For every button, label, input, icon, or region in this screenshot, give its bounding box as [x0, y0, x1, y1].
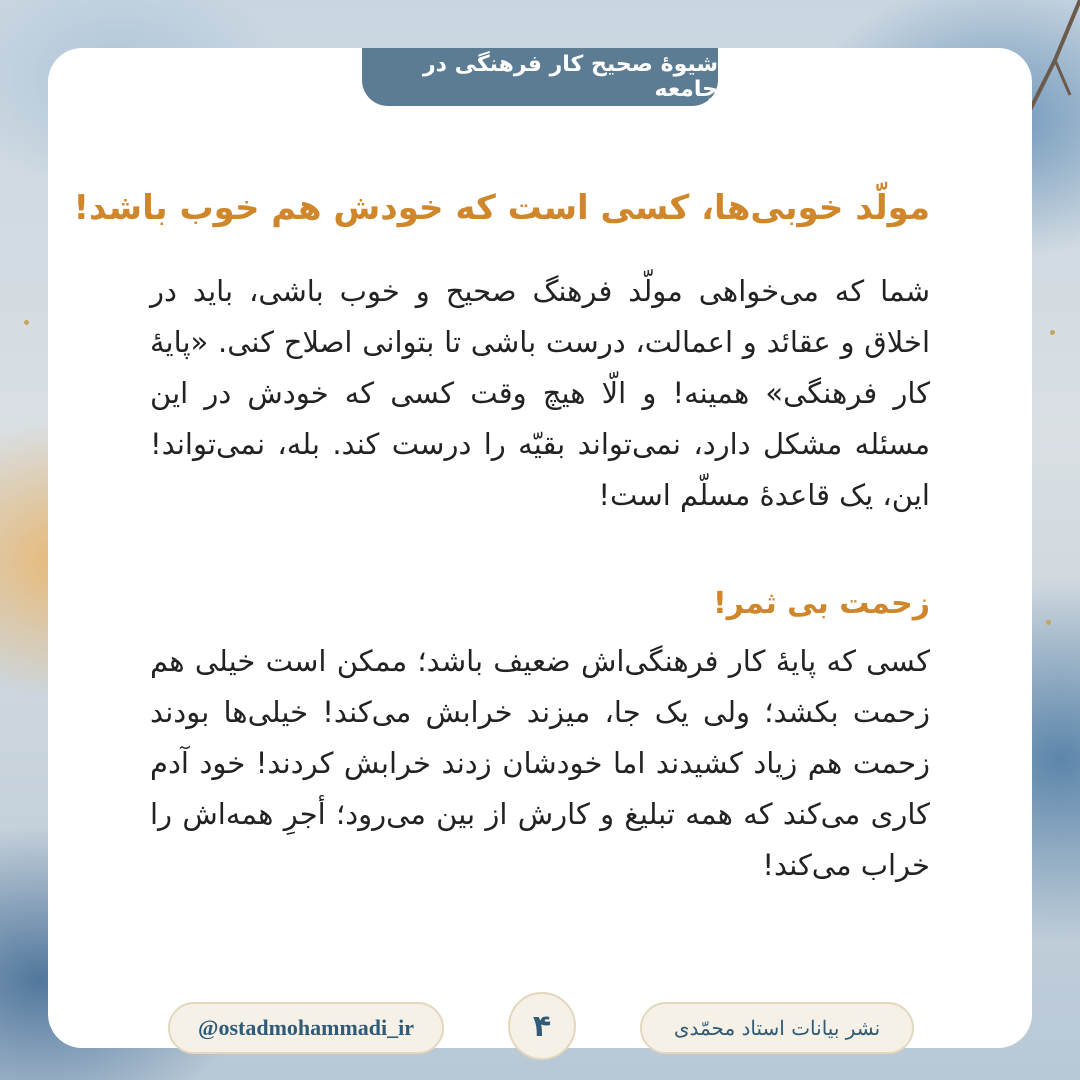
- decor-dot: [1046, 620, 1051, 625]
- section2-body: کسی که پایهٔ کار فرهنگی‌اش ضعیف باشد؛ ممکن است خیلی هم زحمت بکشد؛ ولی یک جا، میزند خرابش می‌کند! خیلی‌ها بودند زحمت هم زیاد کشیدند اما خودشان زدند خرابش کردند! خود آدم کاری می‌کند که همه تبلیغ و کارش از بین می‌رود؛ أجرِ همه‌اش را خراب می‌کند!: [150, 644, 930, 882]
- social-handle-text: @ostadmohammadi_ir: [197, 1015, 415, 1040]
- category-title: شیوهٔ صحیح کار فرهنگی در جامعه: [422, 52, 718, 102]
- page-number: ۴: [532, 1008, 552, 1044]
- section1-heading: مولّد خوبی‌ها، کسی است که خودش هم خوب باشد!: [73, 188, 930, 228]
- section1-body: شما که می‌خواهی مولّد فرهنگ صحیح و خوب باشی، باید در اخلاق و عقائد و اعمالت، درست باشی تا بتوانی اصلاح کنی. «پایهٔ کار فرهنگی» همینه! و الّا هیچ وقت کسی که خودش در این مسئله مشکل دارد، نمی‌تواند بقیّه را درست کند. بله، نمی‌تواند! این، یک قاعدهٔ مسلّم است!: [150, 274, 930, 512]
- decor-dot: [1050, 330, 1055, 335]
- section2-heading: زحمت بی ثمر!: [713, 586, 930, 621]
- social-handle-badge[interactable]: [168, 1002, 444, 1054]
- brand-signature-badge: [640, 1002, 914, 1054]
- page-number-badge: [508, 992, 576, 1060]
- brand-signature-text: نشر بیانات استاد محمّدی: [673, 1016, 881, 1040]
- decor-dot: [24, 320, 29, 325]
- category-tab: [362, 48, 718, 106]
